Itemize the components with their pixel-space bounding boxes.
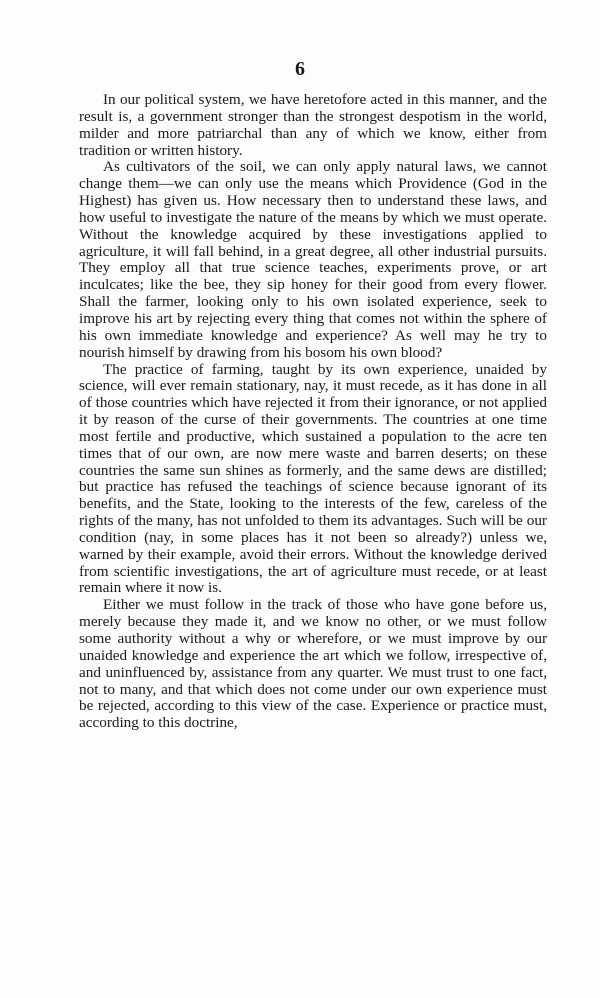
body-text <box>79 92 547 732</box>
page-number: 6 <box>295 58 305 80</box>
paragraph-practice-of-farming: The practice of farming, taught by its own experience, unaided by science, will ever remain stationary, nay, it must recede, as it has done in all of those countries which have rejected it from their ignorance, or not applied it by reason of the curse of their governments. The countries at one time most fertile and productive, which sustained a population to the acre ten times that of our own, are now mere waste and barren deserts; on these countries the same sun shines as formerly, and the same dews are distilled; but practice has refused the teachings of science because ignorant of its benefits, and the State, looking to the interests of the few, careless of the rights of the many, has not unfolded to them its advantages. Such will be our condition (nay, in some places has it not been so already?) unless we, warned by their example, avoid their errors. Without the knowledge derived from scientific investigations, the art of agriculture must recede, or at least remain where it now is. <box>79 360 547 597</box>
paragraph-cultivators-of-soil: As cultivators of the soil, we can only apply natural laws, we cannot change them—we can only use the means which Providence (God in the Highest) has given us. How necessary then to understand these laws, and how useful to investigate the nature of the means by which we must operate. Without the knowledge acquired by these investigations applied to agriculture, it will fall behind, in a great degree, all other industrial pursuits. They employ all that true science teaches, experiments prove, or art inculcates; like the bee, they sip honey for their good from every flower. Shall the farmer, looking only to his own isolated experience, seek to improve his art by rejecting every thing that comes not within the sphere of his own immediate knowledge and experience? As well may he try to nourish himself by drawing from his bosom his own blood? <box>79 158 547 361</box>
paragraph-either-we-must-follow: Either we must follow in the track of those who have gone before us, merely because they made it, and we know no other, or we must follow some authority without a why or wherefore, or we must improve by our unaided knowledge and experience the art which we follow, irrespective of, and uninfluenced by, assistance from any quarter. We must trust to one fact, not to many, and that which does not come under our own experience must be rejected, according to this view of the case. Experience or practice must, according to this doctrine, <box>79 596 547 732</box>
paragraph-political-system: In our political system, we have heretofore acted in this manner, and the result is, a government stronger than the strongest despotism in the world, milder and more patriarchal than any of which we know, either from tradition or written history. <box>79 91 547 159</box>
